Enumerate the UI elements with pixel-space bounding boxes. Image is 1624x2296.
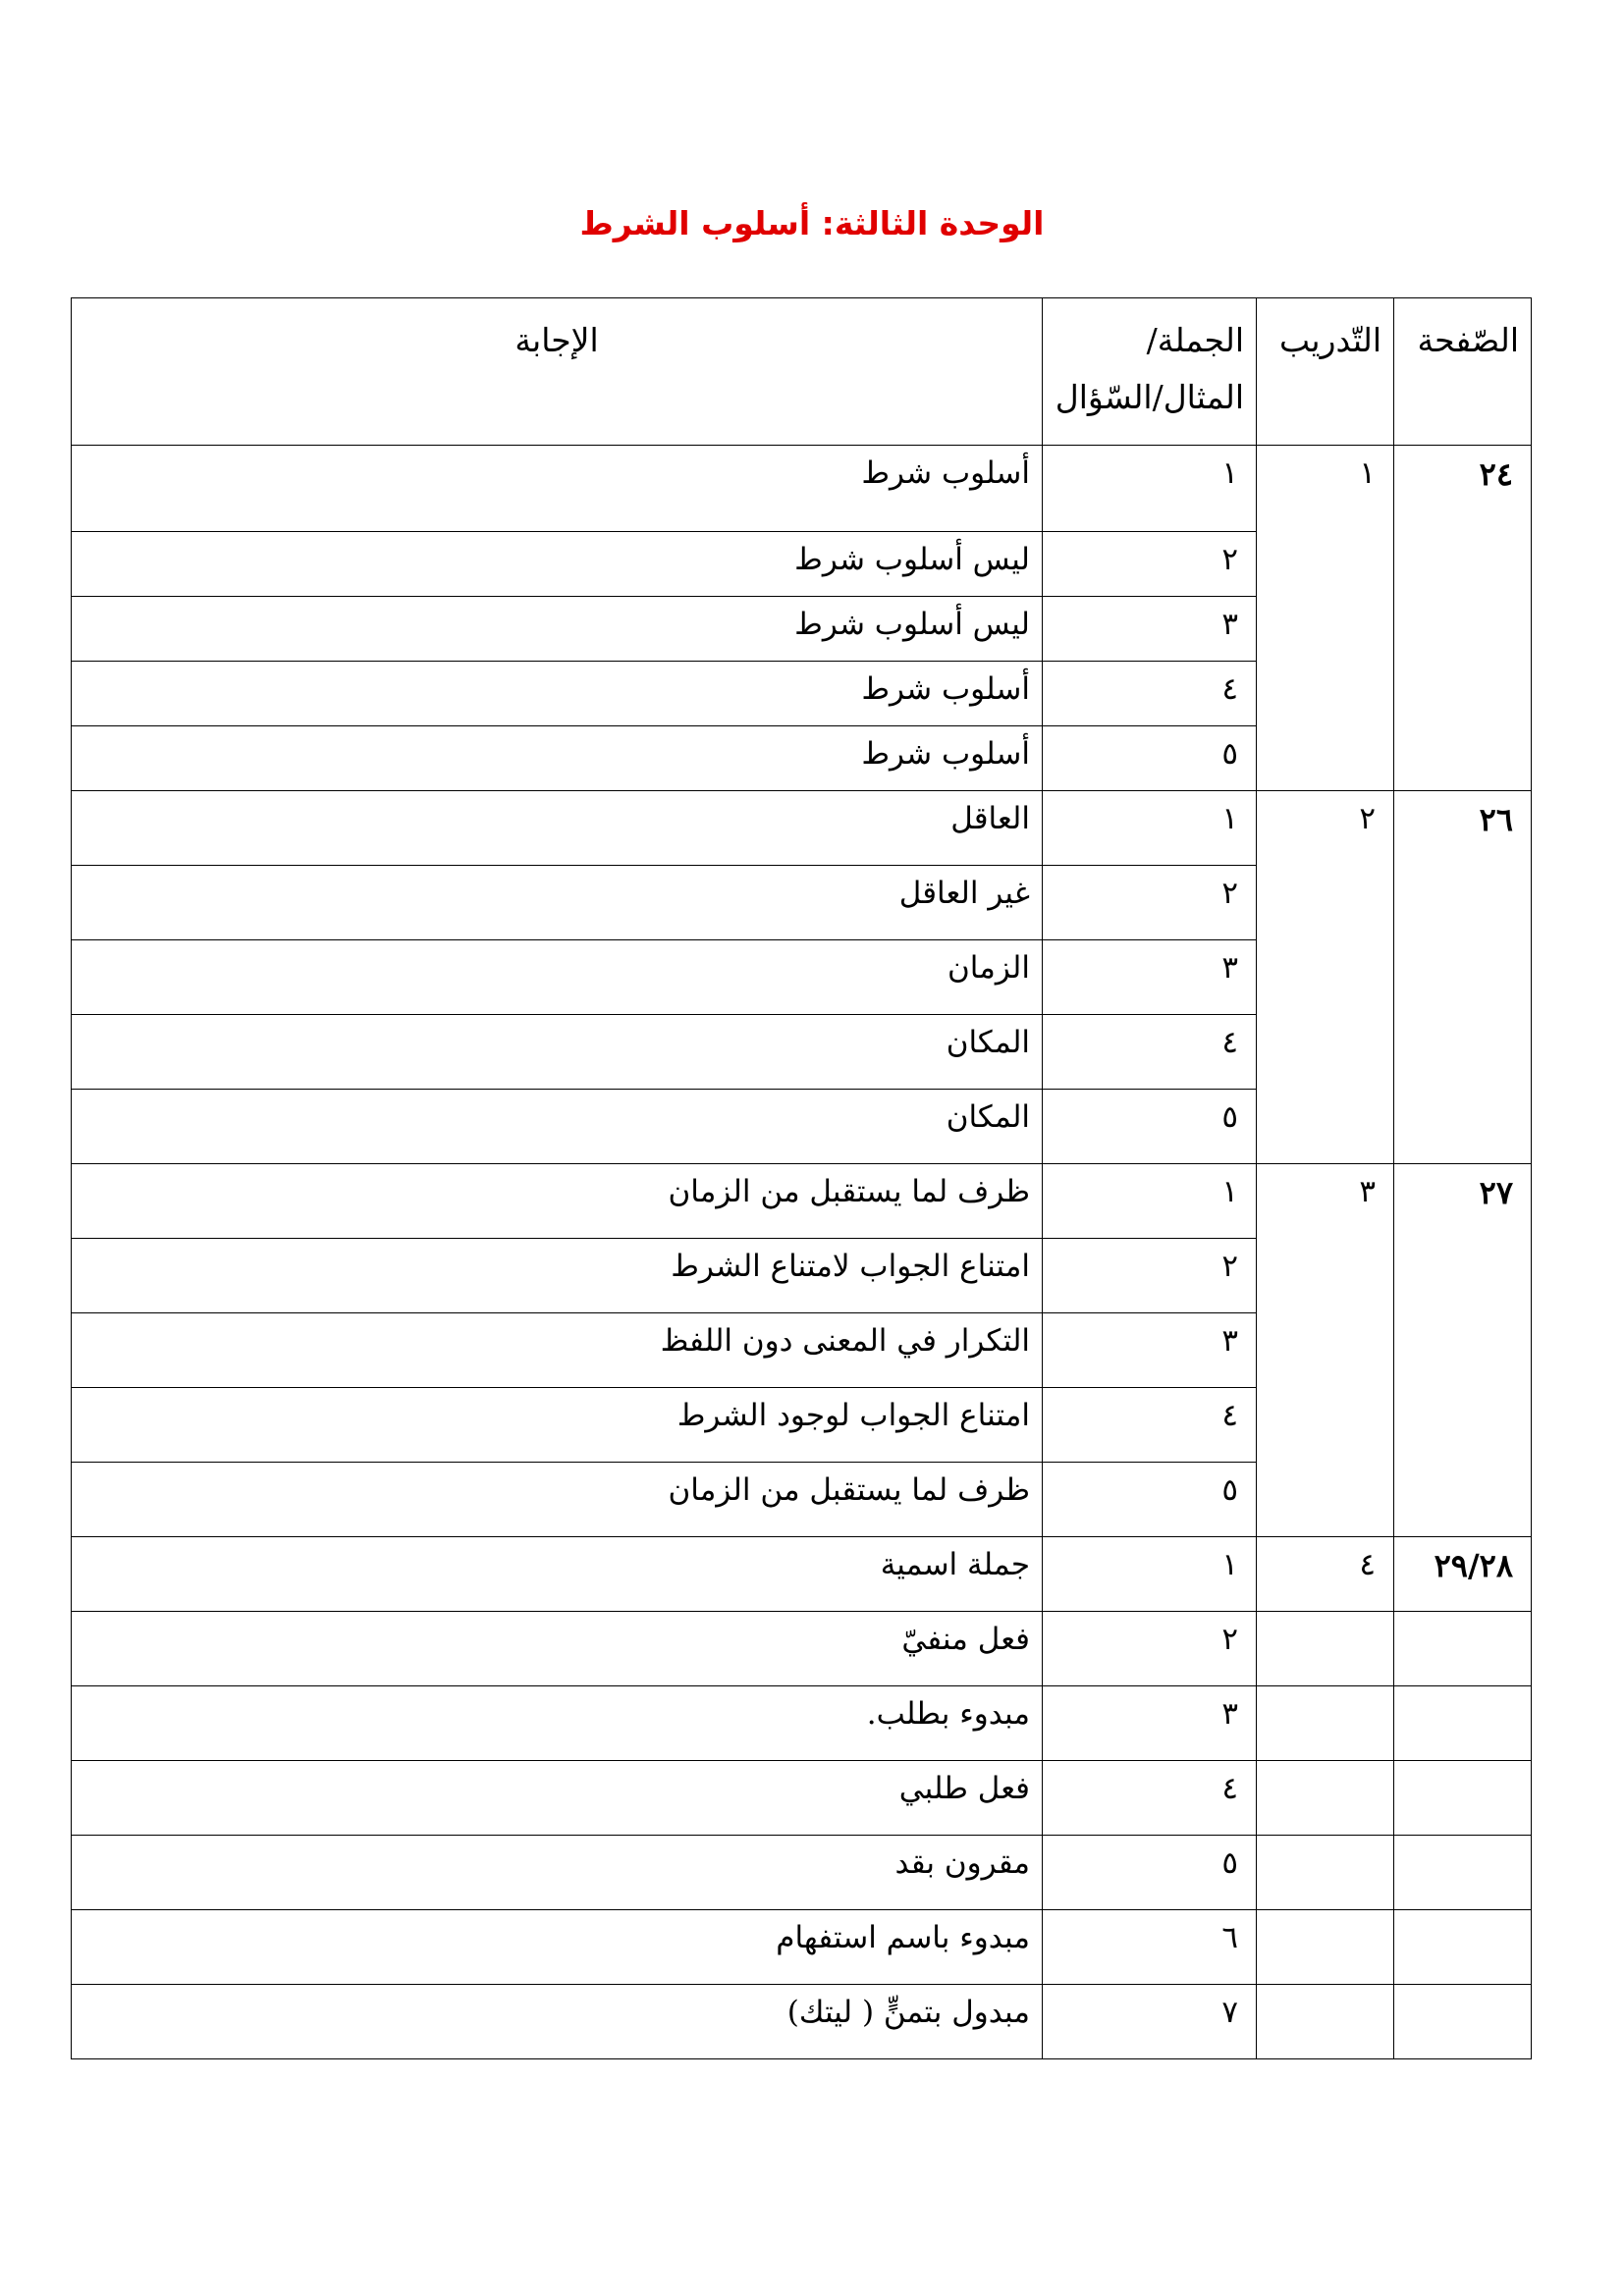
answer-cell: المكان xyxy=(72,1015,1043,1090)
question-number-cell: ٤ xyxy=(1043,1015,1257,1090)
answer-cell: مبدول بتمنٍّ ( ليتك) xyxy=(72,1985,1043,2059)
answer-cell: امتناع الجواب لوجود الشرط xyxy=(72,1388,1043,1463)
table-row xyxy=(72,446,1532,532)
drill-number-cell: ٤ xyxy=(1257,1537,1394,1612)
drill-number-cell: ٣ xyxy=(1257,1164,1394,1537)
header-answer-label: الإجابة xyxy=(514,321,599,359)
page-title: الوحدة الثالثة: أسلوب الشرط xyxy=(579,204,1045,242)
question-number-cell: ٥ xyxy=(1043,1090,1257,1164)
question-number-cell: ٢ xyxy=(1043,866,1257,940)
answer-cell: جملة اسمية xyxy=(72,1537,1043,1612)
answer-cell: أسلوب شرط xyxy=(72,726,1043,791)
drill-number-cell: ٢ xyxy=(1257,791,1394,1164)
answer-cell: المكان xyxy=(72,1090,1043,1164)
answers-table xyxy=(71,297,1532,2059)
answer-cell: فعل طلبي xyxy=(72,1761,1043,1836)
header-row xyxy=(72,298,1532,446)
header-page: الصّفحة xyxy=(1394,298,1532,446)
answer-cell: غير العاقل xyxy=(72,866,1043,940)
question-number-cell: ٥ xyxy=(1043,1463,1257,1537)
page-number-cell: ٢٧ xyxy=(1394,1164,1532,1537)
answer-cell: مبدوء باسم استفهام xyxy=(72,1910,1043,1985)
question-number-cell: ١ xyxy=(1043,791,1257,866)
page-number-cell: ٢٦ xyxy=(1394,791,1532,1164)
answer-cell: التكرار في المعنى دون اللفظ xyxy=(72,1313,1043,1388)
page-number-cell: ٢٤ xyxy=(1394,446,1532,791)
answer-cell: فعل منفيّ xyxy=(72,1612,1043,1686)
question-number-cell: ٧ xyxy=(1043,1985,1257,2059)
empty-cell xyxy=(1257,1836,1394,1910)
page-number-cell: ٢٩/٢٨ xyxy=(1394,1537,1532,1612)
table-row xyxy=(72,1910,1532,1985)
empty-cell xyxy=(1257,1985,1394,2059)
table-body xyxy=(72,446,1532,2059)
question-number-cell: ٤ xyxy=(1043,1761,1257,1836)
question-number-cell: ٣ xyxy=(1043,597,1257,662)
table-row xyxy=(72,1985,1532,2059)
answer-cell: أسلوب شرط xyxy=(72,662,1043,726)
empty-cell xyxy=(1394,1836,1532,1910)
header-question-line1: الجملة/ xyxy=(1146,321,1244,359)
question-number-cell: ١ xyxy=(1043,446,1257,532)
empty-cell xyxy=(1394,1686,1532,1761)
question-number-cell: ٤ xyxy=(1043,662,1257,726)
question-number-cell: ١ xyxy=(1043,1537,1257,1612)
empty-cell xyxy=(1394,1985,1532,2059)
question-number-cell: ٢ xyxy=(1043,532,1257,597)
question-number-cell: ٥ xyxy=(1043,726,1257,791)
header-question-line2: المثال/السّؤال xyxy=(1055,378,1244,416)
question-number-cell: ٣ xyxy=(1043,940,1257,1015)
drill-number-cell: ١ xyxy=(1257,446,1394,791)
header-answer xyxy=(72,298,1043,446)
answer-cell: مبدوء بطلب. xyxy=(72,1686,1043,1761)
header-drill: التّدريب xyxy=(1257,298,1394,446)
empty-cell xyxy=(1394,1761,1532,1836)
empty-cell xyxy=(1257,1761,1394,1836)
table-row xyxy=(72,1836,1532,1910)
table-row xyxy=(72,1686,1532,1761)
question-number-cell: ٣ xyxy=(1043,1686,1257,1761)
question-number-cell: ٢ xyxy=(1043,1239,1257,1313)
question-number-cell: ٣ xyxy=(1043,1313,1257,1388)
empty-cell xyxy=(1257,1910,1394,1985)
answer-cell: أسلوب شرط xyxy=(72,446,1043,532)
question-number-cell: ١ xyxy=(1043,1164,1257,1239)
empty-cell xyxy=(1257,1612,1394,1686)
empty-cell xyxy=(1394,1612,1532,1686)
header-question xyxy=(1043,298,1257,446)
answer-cell: العاقل xyxy=(72,791,1043,866)
empty-cell xyxy=(1257,1686,1394,1761)
table-row xyxy=(72,1537,1532,1612)
question-number-cell: ٥ xyxy=(1043,1836,1257,1910)
answer-cell: امتناع الجواب لامتناع الشرط xyxy=(72,1239,1043,1313)
answer-cell: ليس أسلوب شرط xyxy=(72,532,1043,597)
table-row xyxy=(72,1761,1532,1836)
table-row xyxy=(72,1164,1532,1239)
table-row xyxy=(72,1612,1532,1686)
question-number-cell: ٢ xyxy=(1043,1612,1257,1686)
answer-cell: مقرون بقد xyxy=(72,1836,1043,1910)
table-row xyxy=(72,791,1532,866)
answer-cell: ظرف لما يستقبل من الزمان xyxy=(72,1463,1043,1537)
empty-cell xyxy=(1394,1910,1532,1985)
answer-cell: ظرف لما يستقبل من الزمان xyxy=(72,1164,1043,1239)
answer-cell: ليس أسلوب شرط xyxy=(72,597,1043,662)
question-number-cell: ٤ xyxy=(1043,1388,1257,1463)
question-number-cell: ٦ xyxy=(1043,1910,1257,1985)
answer-cell: الزمان xyxy=(72,940,1043,1015)
